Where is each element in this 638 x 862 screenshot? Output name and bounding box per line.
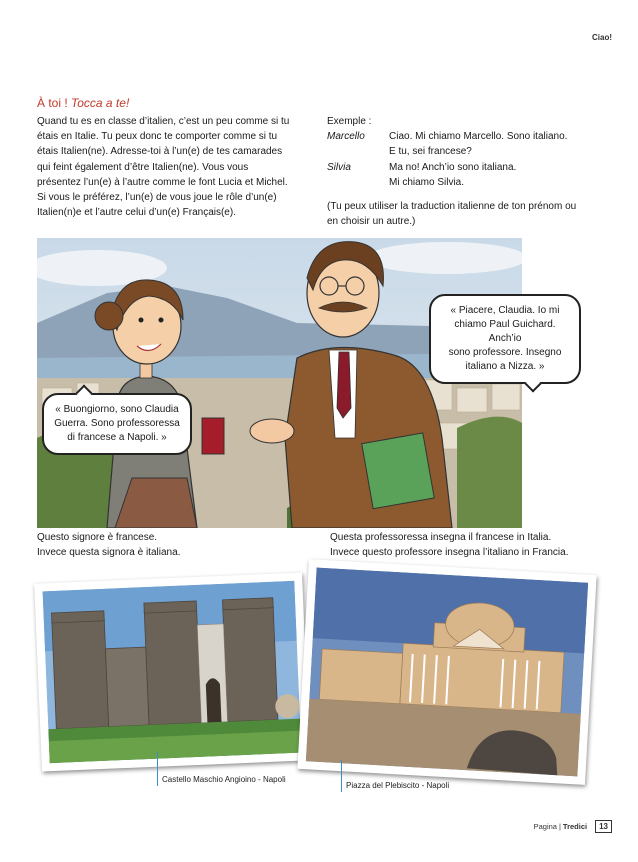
footer-separator: |	[558, 822, 561, 831]
caption-left	[37, 531, 180, 560]
example-line: Ciao. Mi chiamo Marcello. Sono italiano.	[389, 131, 568, 143]
castle-label: Castello Maschio Angioino - Napoli	[162, 775, 286, 784]
castle-photo	[34, 572, 310, 771]
example-line: Ma no! Anch’io sono italiana.	[389, 161, 517, 173]
piazza-photo	[297, 559, 596, 785]
section-title	[37, 96, 129, 110]
intro-line: qui feint également d’être Italien(ne). Vous vous	[37, 161, 249, 173]
footer-prefix: Pagina	[533, 822, 557, 831]
castle-image	[43, 581, 302, 763]
piazza-label-leader	[341, 760, 342, 792]
footer-page-word: Tredici	[562, 822, 588, 831]
running-head: Ciao!	[592, 33, 612, 42]
caption-line: Invece questa signora è italiana.	[37, 546, 181, 558]
example-turn	[327, 129, 612, 159]
intro-line: étais Italien(ne). Adresse-toi à l’un(e) de tes camarades	[37, 146, 283, 158]
example-heading: Exemple :	[327, 116, 372, 127]
example-speaker: Silvia	[327, 161, 351, 173]
piazza-image	[306, 568, 588, 777]
title-plain: À toi !	[37, 96, 72, 110]
bubble-line: Guerra. Sono professoressa	[54, 418, 180, 429]
speech-bubble-paul	[429, 294, 581, 384]
bubble-line: italiano a Nizza. »	[465, 361, 545, 372]
example-note	[327, 199, 612, 229]
bubble-line: « Piacere, Claudia. Io mi	[450, 305, 560, 316]
page-number: 13	[595, 820, 612, 833]
title-italic: Tocca a te!	[71, 96, 130, 110]
intro-text	[37, 114, 312, 220]
example-turn	[327, 160, 612, 190]
example-line: E tu, sei francese?	[389, 146, 472, 158]
caption-line: Invece questo professore insegna l’italiano in Francia.	[330, 546, 569, 558]
example-block	[327, 114, 612, 229]
example-line: Mi chiamo Silvia.	[389, 176, 465, 188]
piazza-label: Piazza del Plebiscito - Napoli	[346, 781, 450, 790]
speech-bubble-claudia	[42, 393, 192, 455]
example-note-line: (Tu peux utiliser la traduction italienne de ton prénom ou	[327, 201, 577, 213]
example-speaker: Marcello	[327, 131, 365, 143]
intro-line: Italien(n)e et l’autre celui d’un(e) Français(e).	[37, 207, 236, 219]
bubble-line: « Buongiorno, sono Claudia	[55, 404, 179, 415]
intro-line: Quand tu es en classe d’italien, c’est un peu comme si tu	[37, 116, 290, 127]
bubble-line: di francese a Napoli. »	[67, 432, 167, 443]
intro-line: présentez l’un(e) à l’autre comme le font Lucia et Michel.	[37, 176, 288, 188]
bubble-line: sono professore. Insegno	[448, 347, 562, 358]
caption-right	[330, 531, 568, 560]
caption-line: Questo signore è francese.	[37, 532, 158, 543]
caption-line: Questa professoressa insegna il francese in Italia.	[330, 532, 552, 543]
bubble-line: chiamo Paul Guichard. Anch’io	[454, 319, 556, 344]
intro-line: Si vous le préférez, l’un(e) de vous joue le rôle d’un(e)	[37, 192, 277, 204]
intro-line: étais en Italie. Tu peux donc te comporter comme si tu	[37, 131, 278, 143]
castle-label-leader	[157, 752, 158, 786]
page-footer	[534, 820, 612, 833]
example-note-line: en choisir un autre.)	[327, 216, 416, 228]
